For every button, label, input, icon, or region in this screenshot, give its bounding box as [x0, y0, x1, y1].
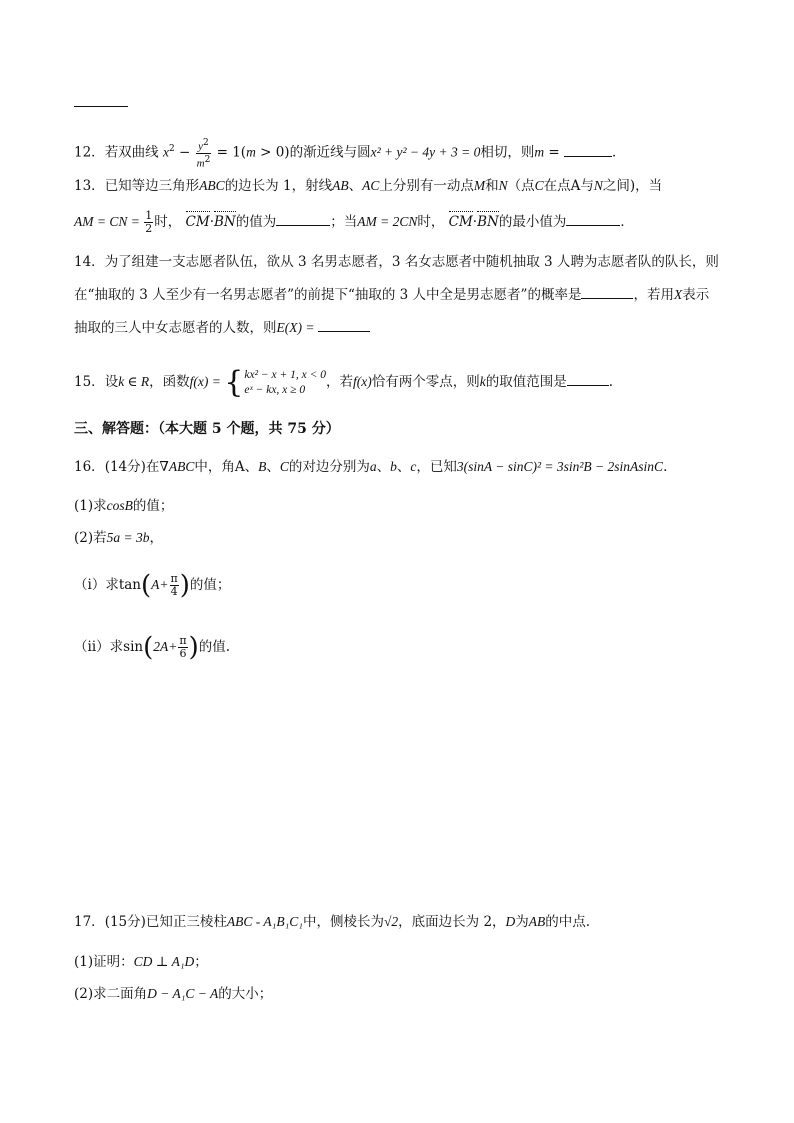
- q13-half: $\frac{1}{2}$: [145, 209, 153, 235]
- top-answer-blank: [74, 106, 128, 107]
- piecewise-brace: {: [224, 364, 244, 400]
- question-17-part1: (1)证明：CD ⊥ A₁D；: [74, 954, 208, 970]
- question-16: 16．(14分)在∇ABC中，角A、B、C的对边分别为a、b、c，已知3(sinA − sinC)² = 3sin²B − 2sinAsinC.: [74, 459, 668, 475]
- q12-text: 若双曲线: [104, 144, 159, 161]
- question-13-line2: AM = CN = $\frac{1}{2}$ 时， CM·BN的值为 ；当AM = 2CN时， CM·BN的最小值为 ．: [74, 209, 634, 235]
- q16-equation: 3(sinA − sinC)² = 3sin²B − 2sinAsinC: [456, 459, 664, 474]
- q13-answer-blank-2: [566, 213, 620, 226]
- question-12: 12．若双曲线 $x^2$ − $\frac{y^2}{m^2}$ = 1(m > 0)的渐近线与圆x² + y² − 4y + 3 = 0相切，则m = ．: [74, 138, 626, 170]
- q17-score: (15分): [104, 914, 146, 930]
- q14-answer-blank-1: [581, 286, 633, 299]
- question-17: 17．(15分)已知正三棱柱ABC - A₁B₁C₁中，侧棱长为√2，底面边长为 2，D为AB的中点.: [74, 914, 591, 930]
- piecewise-cases: kx² − x + 1, x < 0 eˣ − kx, x ≥ 0: [244, 368, 327, 396]
- question-16-part2-i: （ⅰ）求tan(A+ $\frac{\pi}{4}$ )的值；: [74, 570, 231, 601]
- vector-bn: BN: [213, 214, 236, 230]
- pi-over-6: $\frac{\pi}{6}$: [179, 634, 187, 660]
- q15-number: 15．: [74, 374, 105, 390]
- question-16-part2: (2)若5a = 3b，: [74, 530, 163, 546]
- vector-cm: CM: [185, 214, 210, 230]
- q15-answer-blank: [567, 373, 609, 386]
- q16-number: 16．: [74, 459, 105, 475]
- q12-circle: x² + y² − 4y + 3 = 0: [370, 144, 481, 160]
- question-14: 14．为了组建一支志愿者队伍，欲从 3 名男志愿者，3 名女志愿者中随机抽取 3 人聘为志愿者队的队长，则: [74, 254, 719, 270]
- question-16-part1: (1)求cosB的值；: [74, 498, 174, 514]
- q12-text2: 的渐近线与圆: [289, 144, 371, 161]
- q14-number: 14．: [74, 254, 105, 270]
- question-13: 13．已知等边三角形ABC的边长为 1，射线AB、AC上分别有一动点M和N（点C在点A与N之间)，当: [74, 178, 663, 194]
- q12-eq: = 1(: [216, 144, 247, 161]
- question-16-part2-ii: （ⅱ）求sin(2A+ $\frac{\pi}{6}$ )的值.: [74, 632, 231, 663]
- q14-answer-blank-2: [318, 319, 370, 332]
- section-heading: 三、解答题：（本大题 5 个题，共 75 分）: [74, 421, 340, 437]
- q13-number: 13．: [74, 178, 105, 194]
- q12-x: x: [162, 144, 169, 160]
- q17-number: 17．: [74, 914, 105, 930]
- q12-answer-blank: [564, 144, 612, 157]
- q12-number: 12．: [74, 144, 105, 161]
- q12-fraction: $\frac{y^2}{m^2}$: [196, 138, 211, 170]
- question-14-line2: 在“抽取的 3 人至少有一名男志愿者”的前提下“抽取的 3 人中全是男志愿者”的概率是 ，若用X表示: [74, 287, 710, 303]
- question-15: 15．设k ∈ R，函数f(x) = { kx² − x + 1, x < 0 eˣ − kx, x ≥ 0 ，若f(x)恰有两个零点，则k的取值范围是 .: [74, 364, 614, 400]
- pi-over-4: $\frac{\pi}{4}$: [170, 572, 178, 598]
- question-14-line3: 抽取的三人中女志愿者的人数，则E(X) =: [74, 318, 370, 338]
- question-17-part2: (2)求二面角D − A₁C − A的大小；: [74, 986, 273, 1002]
- q13-answer-blank-1: [276, 213, 330, 226]
- q16-score: (14分): [104, 459, 146, 475]
